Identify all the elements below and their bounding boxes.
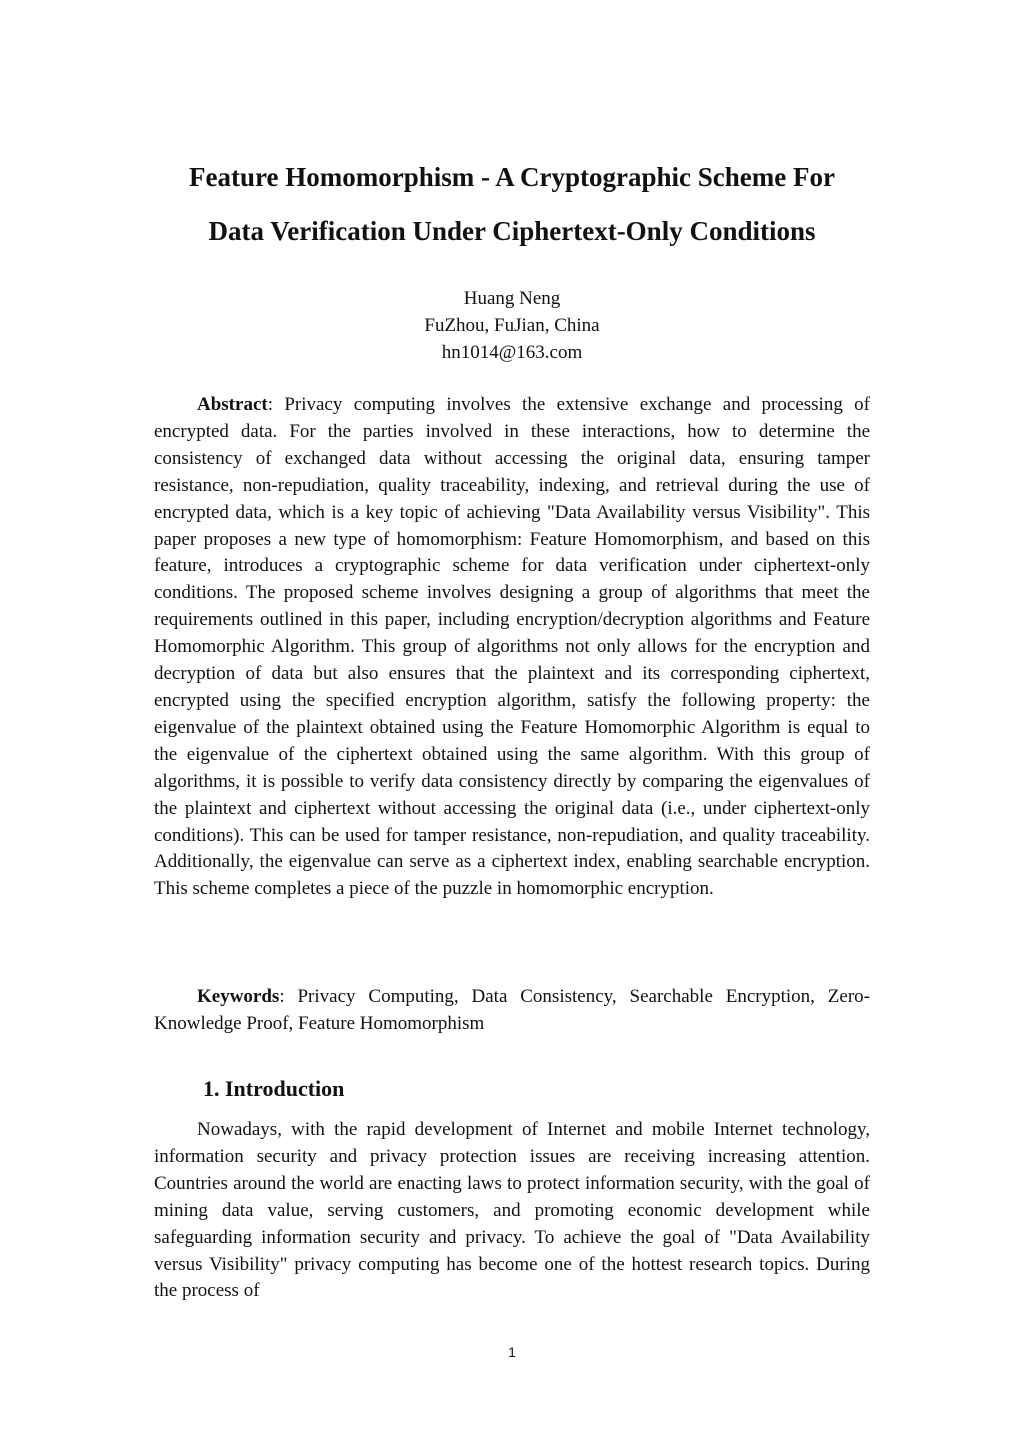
- author-block: [100, 285, 924, 366]
- section-heading-introduction: 1. Introduction: [203, 1076, 345, 1101]
- keywords-text: : Privacy Computing, Data Consistency, Searchable Encryption, Zero-Knowledge Proof, Feature Homomorphism: [154, 986, 870, 1034]
- abstract-paragraph: [154, 392, 870, 903]
- paper-title: [100, 150, 924, 258]
- introduction-paragraph: Nowadays, with the rapid development of Internet and mobile Internet technology, information security and privacy protection issues are receiving increasing attention. Countries around the world are enacting laws to protect information security, with the goal of mining data value, serving customers, and promoting economic development while safeguarding information security and privacy. To achieve the goal of "Data Availability versus Visibility" privacy computing has become one of the hottest research topics. During the process of: [154, 1119, 870, 1302]
- author-name: Huang Neng: [463, 288, 561, 309]
- page-number: 1: [508, 1344, 516, 1360]
- title-line-2: Data Verification Under Ciphertext-Only Conditions: [208, 216, 816, 246]
- keywords-paragraph: [154, 983, 870, 1037]
- author-email: hn1014@163.com: [441, 342, 583, 363]
- title-line-1: Feature Homomorphism - A Cryptographic Scheme For: [189, 162, 835, 192]
- abstract-label: Abstract: [197, 394, 268, 415]
- author-affiliation: FuZhou, FuJian, China: [424, 315, 600, 336]
- abstract-text: : Privacy computing involves the extensive exchange and processing of encrypted data. For the parties involved in these interactions, how to determine the consistency of exchanged data without accessing the original data, ensuring tamper resistance, non-repudiation, quality traceability, indexing, and retrieval during the use of encrypted data, which is a key topic of achieving "Data Availability versus Visibility". This paper proposes a new type of homomorphism: Feature Homomorphism, and based on this feature, introduces a cryptographic scheme for data verification under ciphertext-only conditions. The proposed scheme involves designing a group of algorithms that meet the requirements outlined in this paper, including encryption/decryption algorithms and Feature Homomorphic Algorithm. This group of algorithms not only allows for the encryption and decryption of data but also ensures that the plaintext and its corresponding ciphertext, encrypted using the specified encryption algorithm, satisfy the following property: the eigenvalue of the plaintext obtained using the Feature Homomorphic Algorithm is equal to the eigenvalue of the ciphertext obtained using the same algorithm. With this group of algorithms, it is possible to verify data consistency directly by comparing the eigenvalues of the plaintext and ciphertext without accessing the original data (i.e., under ciphertext-only conditions). This can be used for tamper resistance, non-repudiation, and quality traceability. Additionally, the eigenvalue can serve as a ciphertext index, enabling searchable encryption. This scheme completes a piece of the puzzle in homomorphic encryption.: [154, 394, 870, 900]
- keywords-label: Keywords: [197, 986, 280, 1007]
